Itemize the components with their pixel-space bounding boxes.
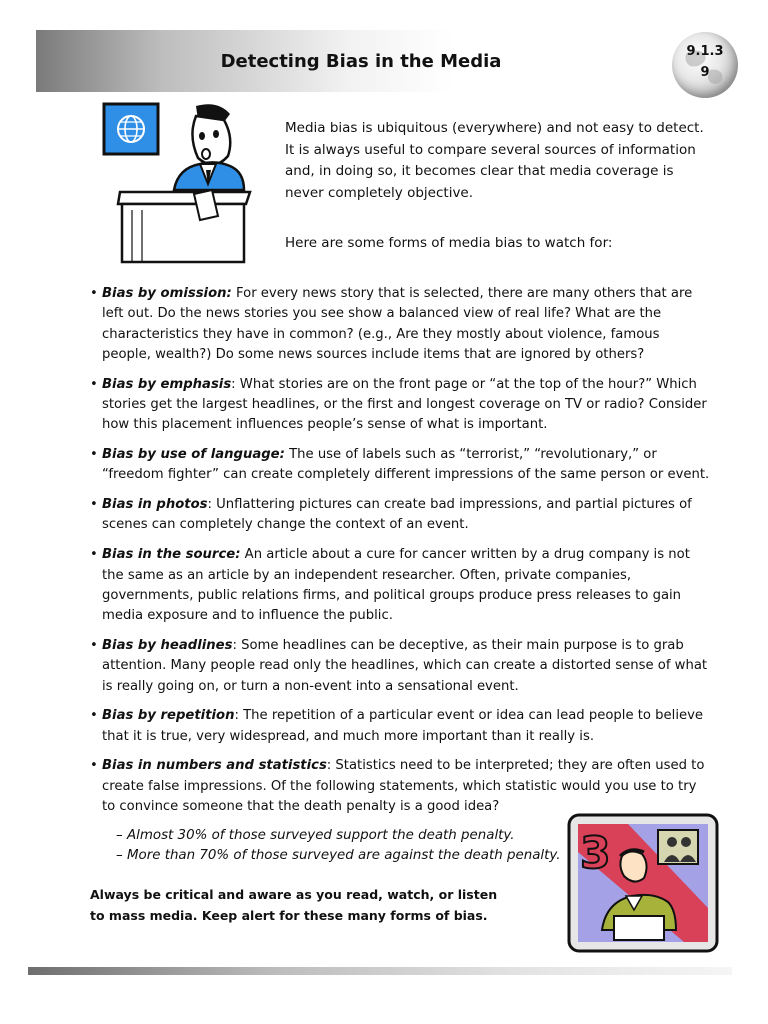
bias-description: An article about a cure for cancer written by a drug company is not the same as an article by an independent researcher. Often, private companies, governments, public relations firms, and political groups produce press releases to gain media exposure and to influence the public. bbox=[102, 547, 690, 624]
bias-description: : Unflattering pictures can create bad impressions, and partial pictures of scenes can completely change the context of an event. bbox=[102, 497, 692, 533]
bullet: • bbox=[90, 547, 98, 563]
bias-term: Bias by headlines bbox=[102, 637, 233, 653]
intro-paragraph: Media bias is ubiquitous (everywhere) and not easy to detect. It is always useful to compare several sources of information and, in doing so, it becomes clear that media coverage is never completely objective. bbox=[285, 120, 704, 201]
tv-newscaster-illustration bbox=[566, 812, 720, 958]
bullet: • bbox=[90, 447, 98, 463]
bias-term: Bias in photos bbox=[102, 497, 208, 513]
bias-item-source bbox=[86, 545, 710, 626]
bullet: • bbox=[90, 758, 98, 774]
bias-description: : Some headlines can be deceptive, as their main purpose is to grab attention. Many people read only the headlines, which can create a distorted sense of what is really going on, or turn a non-event into a sensational event. bbox=[102, 637, 708, 694]
bullet: • bbox=[90, 708, 98, 724]
bias-list bbox=[86, 284, 710, 827]
bias-description: : The repetition of a particular event or idea can lead people to believe that it is true, very widespread, and much more important than it really is. bbox=[102, 708, 704, 744]
bias-item-headlines bbox=[86, 636, 710, 697]
bias-description: : What stories are on the front page or “at the top of the hour?” Which stories get the largest headlines, or the first and longest coverage on TV or radio? Consider how this placement influences people’s sense of what is important. bbox=[102, 376, 707, 433]
bias-item-photos bbox=[86, 495, 710, 536]
statistic-example: – More than 70% of those surveyed are against the death penalty. bbox=[116, 848, 561, 863]
bias-term: Bias in numbers and statistics bbox=[102, 758, 327, 774]
bias-term: Bias in the source: bbox=[102, 547, 241, 563]
bias-item-omission bbox=[86, 284, 710, 365]
bias-term: Bias by repetition bbox=[102, 708, 235, 724]
bias-description: The use of labels such as “terrorist,” “revolutionary,” or “freedom fighter” can create completely different impressions of the same person or event. bbox=[102, 447, 710, 483]
bullet: • bbox=[90, 286, 98, 301]
page-title: Detecting Bias in the Media bbox=[220, 51, 502, 72]
tv-channel-number: 3 bbox=[580, 828, 611, 879]
globe-badge bbox=[672, 32, 738, 98]
badge-subnumber: 9 bbox=[700, 65, 710, 80]
statistic-example: – Almost 30% of those surveyed support the death penalty. bbox=[116, 828, 515, 843]
bias-item-language bbox=[86, 445, 710, 486]
closing-note: Always be critical and aware as you read, watch, or listen to mass media. Keep alert for these many forms of bias. bbox=[90, 887, 498, 923]
bullet: • bbox=[90, 637, 98, 653]
bullet: • bbox=[90, 376, 98, 392]
bias-description: : Statistics need to be interpreted; they are often used to create false impressions. Of the following statements, which statistic would you use to try to convince someone that the death penalty is a good idea? bbox=[102, 758, 705, 815]
statistic-examples bbox=[116, 826, 561, 866]
bias-term: Bias by use of language: bbox=[102, 447, 285, 463]
bias-item-statistics bbox=[86, 756, 710, 817]
bias-term: Bias by emphasis bbox=[102, 376, 232, 392]
footer-band bbox=[28, 967, 732, 975]
bias-term: Bias by omission: bbox=[102, 286, 232, 301]
badge-number: 9.1.3 bbox=[686, 44, 724, 59]
newsanchor-illustration bbox=[98, 98, 258, 272]
bias-item-repetition bbox=[86, 706, 710, 747]
bias-description: For every news story that is selected, there are many others that are left out. Do the news stories you see show a balanced view of real life? What are the characteristics they have in common? (e.g., Are they mostly about violence, famous people, wealth?) Do some news sources include items that are ignored by others? bbox=[102, 286, 693, 362]
bullet: • bbox=[90, 497, 98, 513]
bias-item-emphasis bbox=[86, 375, 710, 436]
intro-lead-in: Here are some forms of media bias to watch for: bbox=[285, 235, 613, 251]
